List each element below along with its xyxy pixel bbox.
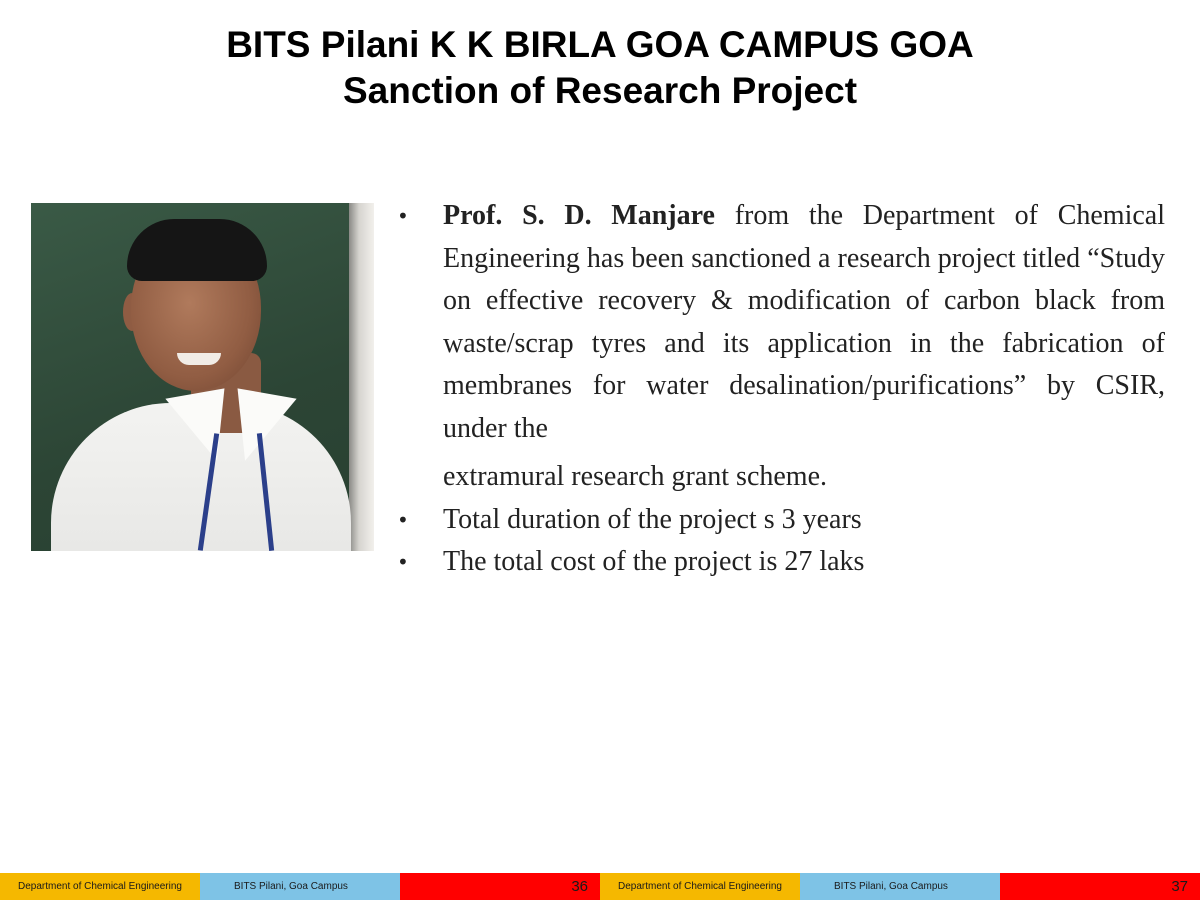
slide-title — [0, 22, 1200, 114]
cost-text: The total cost of the project is 27 laks — [443, 545, 865, 577]
title-line-1: BITS Pilani K K BIRLA GOA CAMPUS GOA — [226, 24, 974, 65]
bullet-item-project — [395, 195, 1165, 499]
bullet-icon: • — [397, 549, 409, 574]
project-description: from the Department of Chemical Engineering has been sanctioned a research project titled “Study on effective recovery & modification of carbon black from waste/scrap tyres and its application in the fabrication of membranes for water desalination/purifications” by CSIR, under the — [443, 200, 1165, 444]
footer-right — [600, 873, 1200, 900]
footer-page-number: 37 — [1000, 873, 1200, 900]
bullet-icon: • — [397, 507, 409, 532]
bullet-icon: • — [397, 204, 409, 228]
footer-bar — [0, 873, 1200, 900]
smile — [177, 353, 221, 365]
footer-campus: BITS Pilani, Goa Campus — [200, 873, 400, 900]
bullet-list — [395, 195, 1165, 583]
footer-campus: BITS Pilani, Goa Campus — [800, 873, 1000, 900]
footer-department: Department of Chemical Engineering — [600, 873, 800, 900]
duration-text: Total duration of the project s 3 years — [443, 503, 862, 535]
footer-page-number: 36 — [400, 873, 600, 900]
bullet-item-duration — [395, 499, 1165, 541]
footer-left — [0, 873, 600, 900]
professor-photo — [31, 203, 374, 551]
footer-department: Department of Chemical Engineering — [0, 873, 200, 900]
title-line-2: Sanction of Research Project — [342, 70, 858, 111]
professor-name: Prof. S. D. Manjare — [443, 200, 715, 231]
bullet-item-cost — [395, 541, 1165, 583]
board-frame — [349, 203, 374, 551]
project-description-end: extramural research grant scheme. — [443, 461, 828, 492]
hair — [127, 219, 267, 281]
